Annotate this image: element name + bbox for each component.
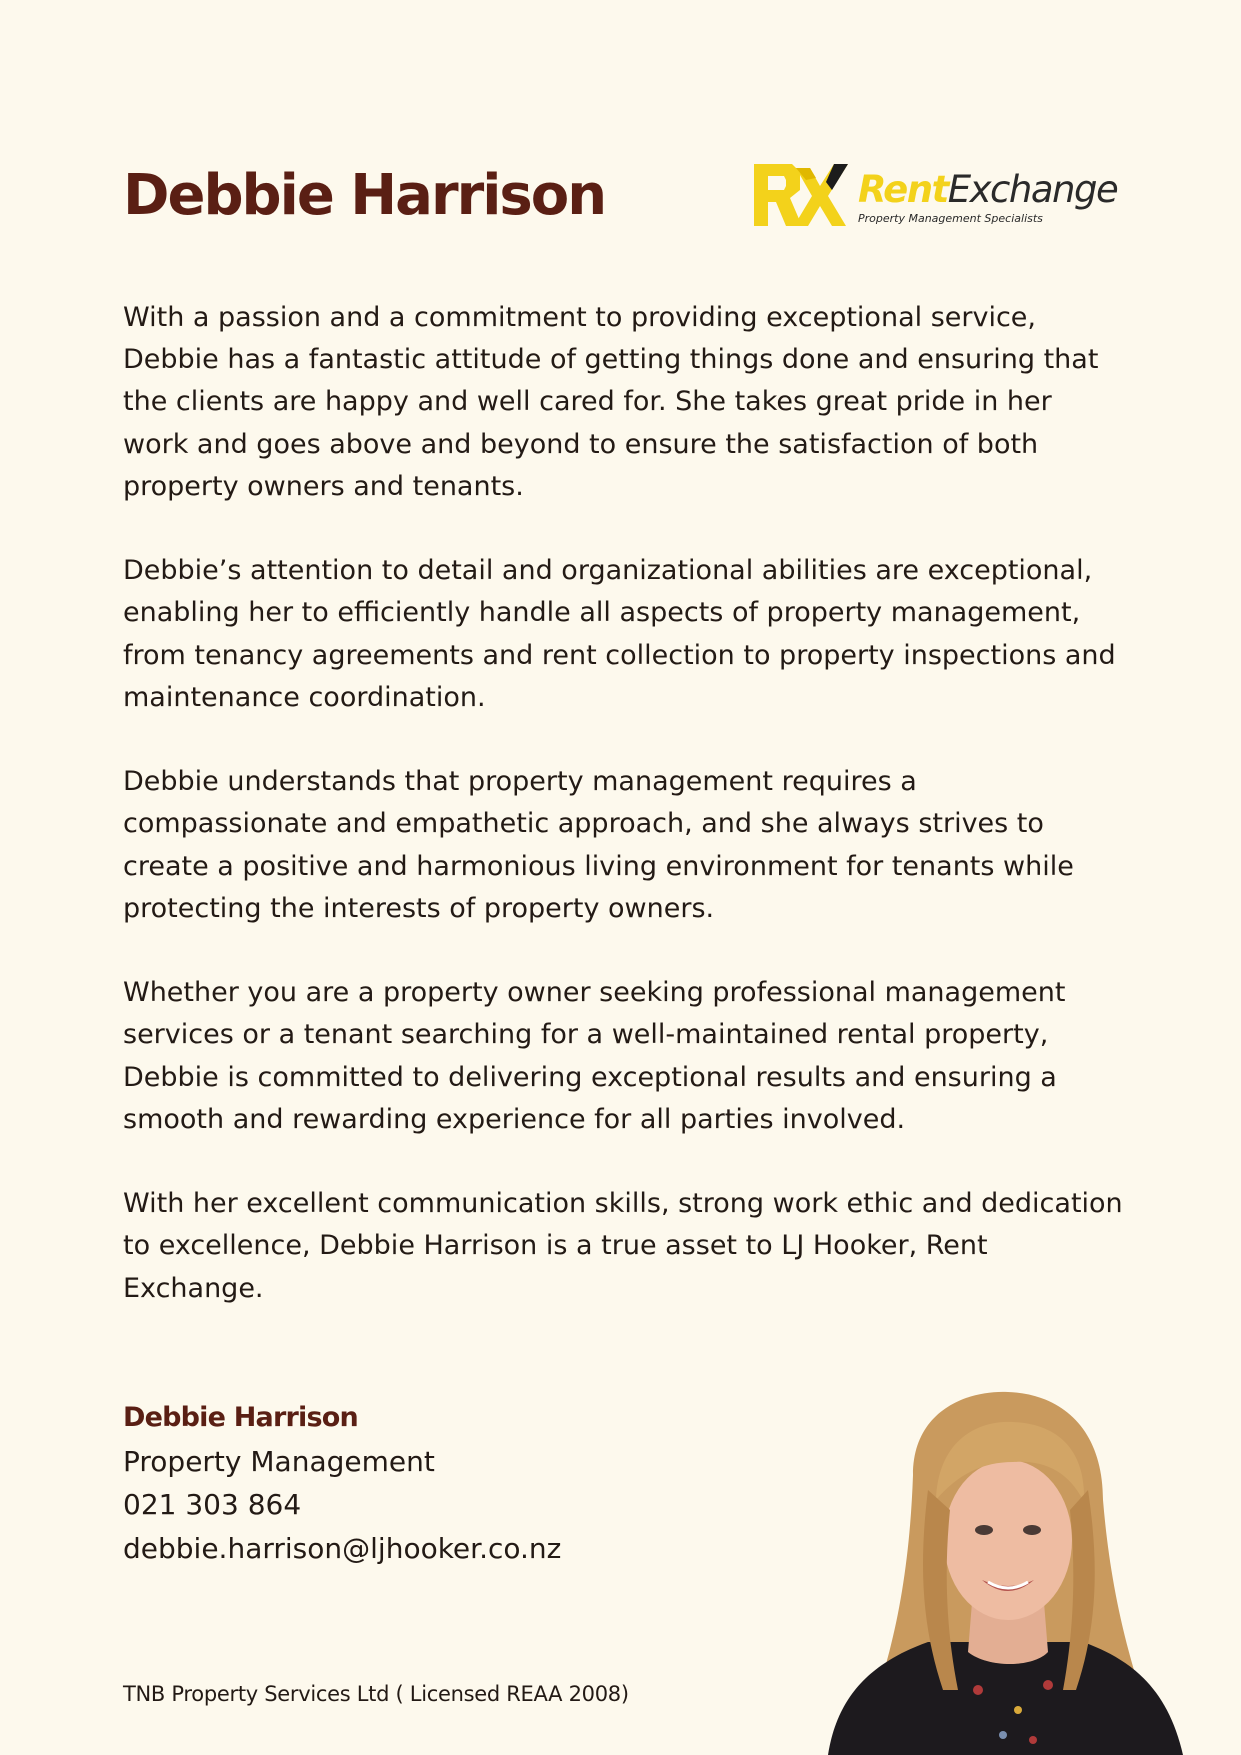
page-title: Debbie Harrison <box>123 163 606 228</box>
portrait-photo <box>818 1390 1190 1755</box>
bio-paragraph: With her excellent communication skills, strong work ethic and dedication to excellence, Debbie Harrison is a true asset to LJ Hooker, Rent Exchange. <box>123 1188 1123 1304</box>
rx-logo-icon <box>754 162 850 228</box>
contact-name: Debbie Harrison <box>123 1402 358 1433</box>
contact-role: Property Management <box>123 1444 435 1478</box>
bio-paragraph: Debbie understands that property management requires a compassionate and empathetic approach, and she always strives to create a positive and harmonious living environment for tenants while protecting the interests of property owners. <box>123 766 1074 924</box>
logo-wordmark <box>858 168 1117 212</box>
bio-paragraph: Whether you are a property owner seeking professional management services or a tenant searching for a well-maintained rental property, Debbie is committed to delivering exceptional results and ensuring a smooth and rewarding experience for all parties involved. <box>123 977 1066 1135</box>
bio-paragraph: With a passion and a commitment to providing exceptional service, Debbie has a fantastic attitude of getting things done and ensuring that the clients are happy and well cared for. She takes great pride in her work and goes above and beyond to ensure the satisfaction of both property owners and tenants. <box>123 302 1099 502</box>
logo-word-exchange: Exchange <box>947 168 1118 211</box>
contact-phone[interactable]: 021 303 864 <box>123 1488 302 1521</box>
rent-exchange-logo <box>754 160 1118 240</box>
bio-text <box>123 297 1123 1352</box>
footer-license: TNB Property Services Ltd ( Licensed REAA 2008) <box>123 1682 629 1706</box>
logo-tagline: Property Management Specialists <box>858 212 1043 225</box>
contact-block <box>123 1396 561 1570</box>
contact-email[interactable]: debbie.harrison@ljhooker.co.nz <box>123 1531 562 1565</box>
bio-paragraph: Debbie’s attention to detail and organizational abilities are exceptional, enabling her to efficiently handle all aspects of property management, from tenancy agreements and rent collection to property inspections and maintenance coordination. <box>123 555 1116 713</box>
logo-word-rent: Rent <box>858 168 948 211</box>
